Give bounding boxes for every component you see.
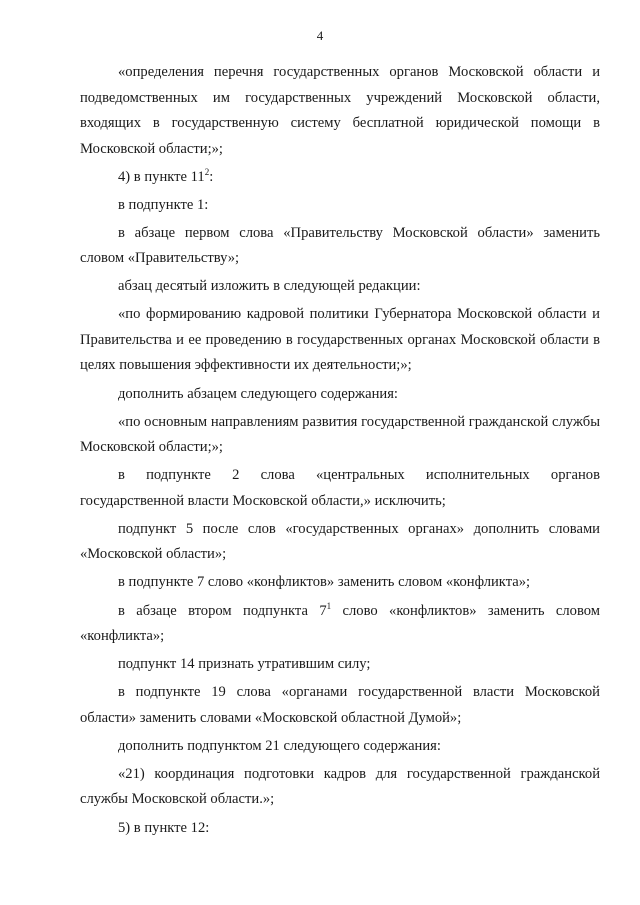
paragraph-17: 5) в пункте 12: xyxy=(118,819,210,836)
paragraph-2-tail: : xyxy=(209,168,214,185)
paragraph-14: в подпункте 19 слова «органами государственной власти Московской области» заменить словами «Московской областной Думой»; xyxy=(80,684,600,726)
paragraph-16: «21) координация подготовки кадров для государственной гражданской службы Московской области.»; xyxy=(80,765,600,808)
paragraph-12 xyxy=(80,599,600,650)
document-body xyxy=(80,60,600,844)
paragraph-3: в подпункте 1: xyxy=(118,196,209,213)
paragraph-11: в подпункте 7 слово «конфликтов» заменить словом «конфликта»; xyxy=(118,574,531,591)
paragraph-12-tail: слово «конфликтов» заменить словом «конфликта»; xyxy=(80,602,600,645)
paragraph-7: дополнить абзацем следующего содержания: xyxy=(118,385,398,402)
paragraph-5: абзац десятый изложить в следующей редакции: xyxy=(118,278,421,295)
page-number: 4 xyxy=(316,28,324,43)
paragraph-1: «определения перечня государственных органов Московской области и подведомственных им государственных учреждений Московской области, входящих в государственную систему бесплатной юридической помощи в Московской области;»; xyxy=(80,64,600,157)
paragraph-4: в абзаце первом слова «Правительству Московской области» заменить словом «Правительству»; xyxy=(80,224,600,267)
paragraph-12-text: в абзаце втором подпункта 7 xyxy=(118,602,327,619)
paragraph-9: в подпункте 2 слова «центральных исполнительных органов государственной власти Московской области,» исключить; xyxy=(80,467,600,509)
paragraph-2-text: 4) в пункте 11 xyxy=(118,168,205,185)
paragraph-6: «по формированию кадровой политики Губернатора Московской области и Правительства и ее проведению в государственных органах Московской области в целях повышения эффективности их деятельности;»; xyxy=(80,306,600,374)
paragraph-10: подпункт 5 после слов «государственных органах» дополнить словами «Московской области»; xyxy=(80,520,600,563)
superscript-index: 1 xyxy=(326,600,332,611)
paragraph-2 xyxy=(80,165,600,191)
paragraph-8: «по основным направлениям развития государственной гражданской службы Московской области;»; xyxy=(80,413,600,456)
paragraph-13: подпункт 14 признать утратившим силу; xyxy=(118,656,371,673)
superscript-index: 2 xyxy=(204,166,210,177)
paragraph-15: дополнить подпунктом 21 следующего содержания: xyxy=(118,737,441,754)
